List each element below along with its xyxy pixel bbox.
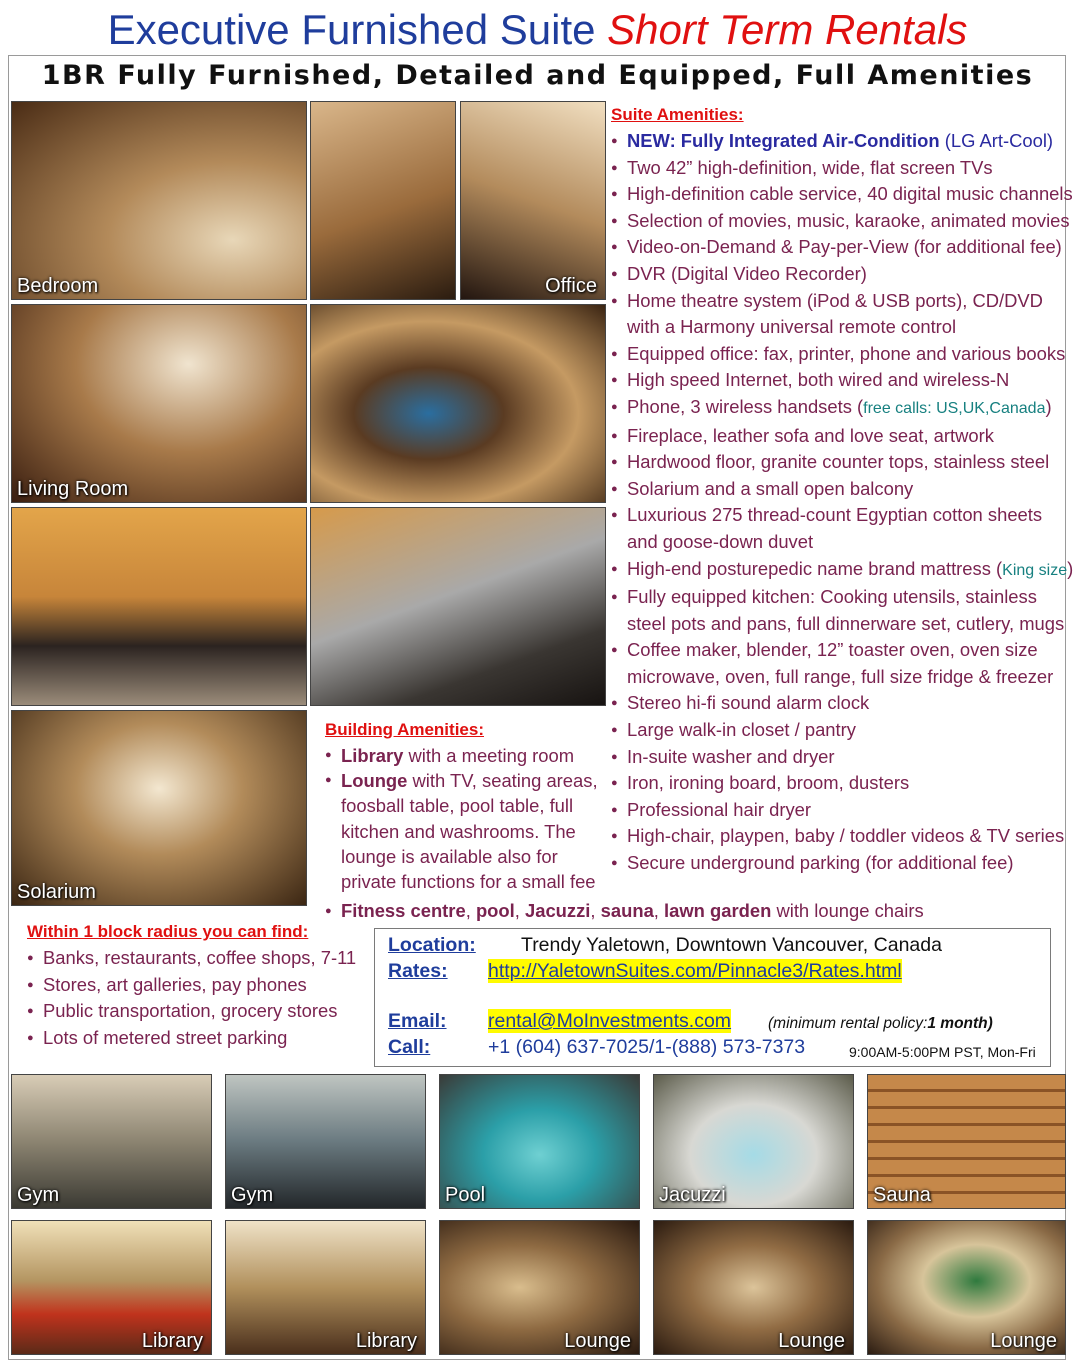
location-label: Location:: [388, 934, 476, 956]
list-item: ● Home theatre system (iPod & USB ports), CD/DVD with a Harmony universal remote control: [611, 288, 1071, 341]
photo-caption: Bedroom: [17, 275, 99, 297]
email-label: Email:: [388, 1010, 447, 1032]
location-row: [388, 933, 1048, 959]
list-item: ● High speed Internet, both wired and wireless-N: [611, 367, 1071, 394]
subtitle: 1BR Fully Furnished, Detailed and Equipped, Full Amenities: [41, 60, 1034, 91]
photo-caption: Gym: [231, 1184, 274, 1206]
list-item: ● In-suite washer and dryer: [611, 744, 1071, 771]
rates-link[interactable]: http://YaletownSuites.com/Pinnacle3/Rates.html: [488, 960, 902, 982]
building-amenities-heading: Building Amenities:: [325, 720, 484, 739]
email-row: [388, 1009, 1048, 1035]
list-item: ● Professional hair dryer: [611, 797, 1071, 824]
photo-caption: Library: [141, 1330, 203, 1352]
rates-row: [388, 959, 1048, 985]
list-item: ● DVR (Digital Video Recorder): [611, 261, 1071, 288]
list-item: ● NEW: Fully Integrated Air-Condition (LG Art-Cool): [611, 128, 1071, 155]
list-item: ● Two 42” high-definition, wide, flat screen TVs: [611, 155, 1071, 182]
building-amenities-list: [325, 743, 615, 894]
photo-living-room: [11, 304, 307, 503]
rates-label: Rates:: [388, 960, 448, 982]
nearby-list: [27, 945, 367, 1051]
photo-sauna: [867, 1074, 1066, 1209]
photo-caption: Office: [545, 275, 597, 297]
list-item: ● Public transportation, grocery stores: [27, 998, 367, 1025]
photo-caption: Library: [355, 1330, 417, 1352]
photo-lounge-3: [867, 1220, 1066, 1355]
list-item: ● Hardwood floor, granite counter tops, stainless steel: [611, 449, 1071, 476]
call-row: [388, 1035, 1048, 1061]
rental-policy: (minimum rental policy:1 month): [768, 1015, 993, 1032]
list-item: ● Stores, art galleries, pay phones: [27, 972, 367, 999]
photo-office: [460, 101, 606, 300]
list-item: ● Solarium and a small open balcony: [611, 476, 1071, 503]
photo-gym-1: [11, 1074, 212, 1209]
photo-caption: Gym: [17, 1184, 60, 1206]
photo-fireplace: [310, 304, 606, 503]
list-item: ● Iron, ironing board, broom, dusters: [611, 770, 1071, 797]
title-accent: Short Term Rentals: [607, 6, 968, 53]
photo-bathroom: [310, 101, 456, 300]
photo-caption: Lounge: [778, 1330, 845, 1352]
photo-caption: Lounge: [564, 1330, 631, 1352]
list-item: ● Equipped office: fax, printer, phone and various books: [611, 341, 1071, 368]
email-link[interactable]: rental@MoInvestments.com: [488, 1010, 732, 1032]
list-item: ● Video-on-Demand & Pay-per-View (for additional fee): [611, 234, 1071, 261]
photo-library-1: [11, 1220, 212, 1355]
photo-caption: Solarium: [17, 881, 96, 903]
list-item: ● Large walk-in closet / pantry: [611, 717, 1071, 744]
list-item: ● Selection of movies, music, karaoke, animated movies: [611, 208, 1071, 235]
photo-caption: Jacuzzi: [659, 1184, 726, 1206]
photo-lounge-2: [653, 1220, 854, 1355]
location-value: Trendy Yaletown, Downtown Vancouver, Canada: [521, 934, 942, 956]
photo-jacuzzi: [653, 1074, 854, 1209]
list-item: ● Lots of metered street parking: [27, 1025, 367, 1052]
photo-caption: Pool: [445, 1184, 486, 1206]
list-item: ● Coffee maker, blender, 12” toaster oven, oven size microwave, oven, full range, full size fridge & freezer: [611, 637, 1071, 690]
list-item: ● Phone, 3 wireless handsets (free calls: US,UK,Canada): [611, 394, 1071, 423]
photo-kitchen-range: [310, 507, 606, 706]
photo-caption: Living Room: [17, 478, 129, 500]
phone-number[interactable]: +1 (604) 637-7025/1-(888) 573-7373: [488, 1036, 806, 1058]
photo-library-2: [225, 1220, 426, 1355]
list-item: ● High-chair, playpen, baby / toddler videos & TV series: [611, 823, 1071, 850]
list-item: ● Lounge with TV, seating areas, foosball table, pool table, full kitchen and washrooms. The lounge is available also for private functions for a small fee: [325, 768, 615, 894]
title-main: Executive Furnished Suite: [107, 6, 596, 53]
list-item: ● High-definition cable service, 40 digital music channels: [611, 181, 1071, 208]
photo-pool: [439, 1074, 640, 1209]
nearby-heading: Within 1 block radius you can find:: [27, 922, 309, 941]
page-title: [0, 6, 1075, 54]
list-item: ● Library with a meeting room: [325, 743, 615, 768]
call-label: Call:: [388, 1036, 431, 1058]
photo-lounge-1: [439, 1220, 640, 1355]
photo-solarium: [11, 710, 307, 906]
office-hours: 9:00AM-5:00PM PST, Mon-Fri: [849, 1044, 1036, 1060]
suite-amenities-list: [611, 128, 1074, 877]
suite-amenities-heading: Suite Amenities:: [611, 105, 744, 124]
fitness-item: ● Fitness centre, pool, Jacuzzi, sauna, lawn garden with lounge chairs: [325, 898, 924, 924]
list-item: ● Stereo hi-fi sound alarm clock: [611, 690, 1071, 717]
photo-caption: Lounge: [990, 1330, 1057, 1352]
list-item: ● Fully equipped kitchen: Cooking utensils, stainless steel pots and pans, full dinnerware set, cutlery, mugs: [611, 584, 1071, 637]
list-item: ● Fireplace, leather sofa and love seat, artwork: [611, 423, 1071, 450]
list-item: ● Luxurious 275 thread-count Egyptian cotton sheets and goose-down duvet: [611, 502, 1071, 555]
list-item: ● Secure underground parking (for additional fee): [611, 850, 1071, 877]
photo-gym-2: [225, 1074, 426, 1209]
list-item: ● Banks, restaurants, coffee shops, 7-11: [27, 945, 367, 972]
photo-bedroom: [11, 101, 307, 300]
contact-box: [374, 928, 1051, 1067]
photo-caption: Sauna: [873, 1184, 931, 1206]
list-item: ● High-end posturepedic name brand mattress (King size): [611, 556, 1071, 585]
photo-kitchen: [11, 507, 307, 706]
